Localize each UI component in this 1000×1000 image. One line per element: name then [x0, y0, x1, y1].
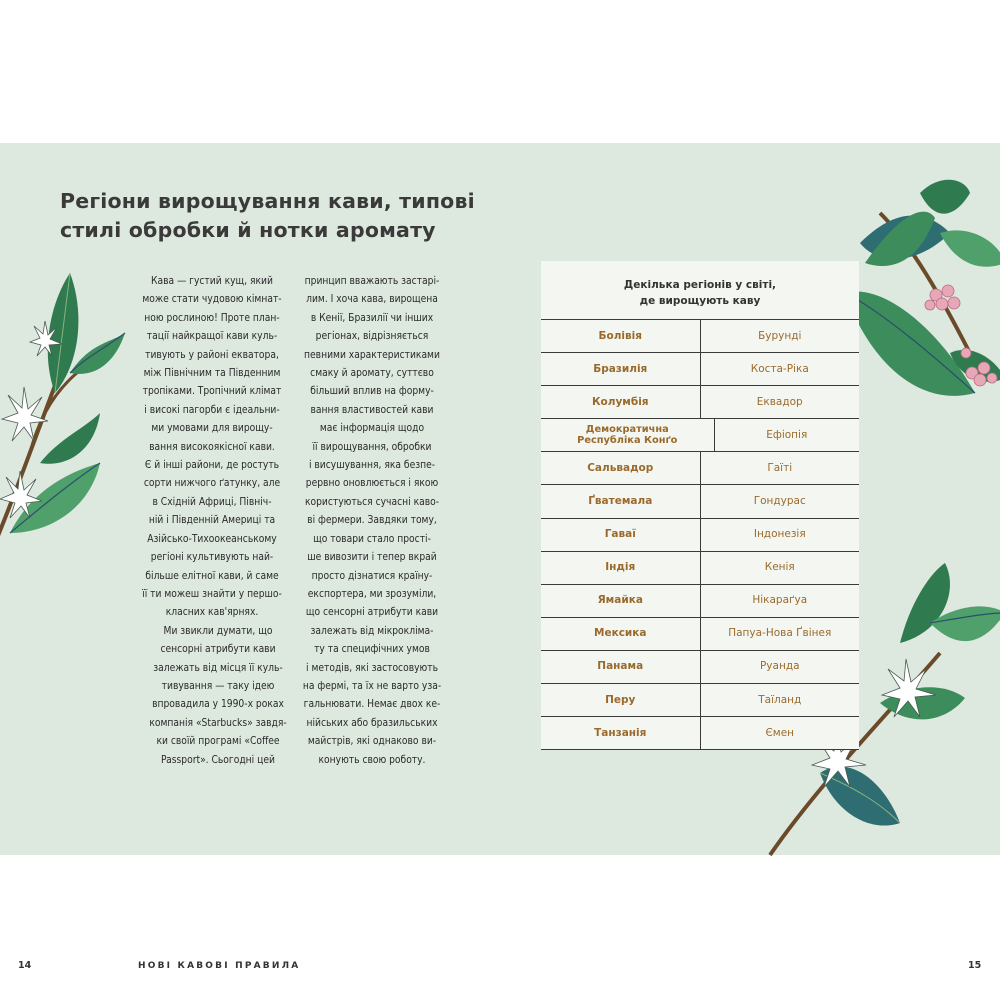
table-cell-right: Нікараґуа [752, 594, 808, 607]
text-line: на фермі, та їх не варто уза- [302, 680, 442, 692]
paragraph-3 [292, 273, 452, 770]
text-line: може стати чудовою кімнат- [142, 294, 282, 306]
table-cell-left: Ямайка [541, 585, 701, 617]
page-title [60, 187, 480, 245]
text-line: вання властивостей кави [310, 404, 434, 416]
table-cell-right: Руанда [759, 660, 800, 673]
table-row [541, 618, 859, 651]
text-line: в Східній Африці, Північ- [152, 496, 272, 508]
text-line: вання високоякісної кави. [149, 441, 275, 453]
table-cell-right: Гондурас [753, 495, 806, 508]
text-line: сенсорні атрибути кави [160, 644, 276, 656]
text-line: майстрів, які однаково ви- [307, 736, 437, 748]
text-line: ній і Південній Америці та [148, 515, 276, 527]
text-line: впровадила у 1990-х роках [152, 699, 284, 711]
text-line: конують свою роботу. [318, 754, 426, 766]
table-cell-right: Гаїті [767, 461, 793, 474]
text-line: лим. І хоча кава, вирощена [306, 294, 438, 306]
text-line: тропіками. Тропічний клімат [142, 386, 282, 398]
text-line: що сенсорні атрибути кави [305, 607, 439, 619]
table-cell-right: Кенія [764, 561, 795, 574]
text-line: компанія «Starbucks» завдя- [149, 717, 287, 729]
text-line: Ми звикли думати, що [163, 625, 273, 637]
text-line: між Північним та Південним [143, 368, 281, 380]
text-line: певними характеристиками [304, 349, 440, 361]
table-cell-left: Ґватемала [541, 485, 701, 517]
text-line: має інформація щодо [319, 423, 425, 435]
text-line: гальнювати. Немає двох ке- [303, 699, 441, 711]
table-row [541, 485, 859, 518]
table-rows [541, 319, 859, 750]
text-line: просто дізнатися країну- [311, 570, 433, 582]
table-cell-left: Бразилія [541, 353, 701, 385]
title-line-2: стилі обробки й нотки аромату [60, 218, 436, 242]
table-cell-left: Гаваї [541, 519, 701, 551]
text-line: класних кав'ярнях. [165, 607, 259, 619]
text-line: ми умовами для вирощу- [151, 423, 273, 435]
book-spread [0, 143, 1000, 971]
text-line: сорти нижчого ґатунку, але [143, 478, 281, 490]
table-cell-right: Таїланд [758, 693, 802, 706]
text-line: Є й інші райони, де ростуть [144, 460, 280, 472]
text-line: більше елітної кави, й саме [145, 570, 279, 582]
running-head: НОВІ КАВОВІ ПРАВИЛА [138, 961, 301, 971]
text-line: принцип вважають застарі- [304, 276, 440, 287]
table-cell-left: Панама [541, 651, 701, 683]
text-line: регіонах, відрізняється [315, 331, 429, 343]
text-line: залежать від мікроклімa- [310, 625, 434, 637]
text-line: тивують у районі екватора, [145, 349, 279, 361]
table-cell-left: Мексика [541, 618, 701, 650]
table-row [541, 684, 859, 717]
text-line: нійських або бразильських [306, 717, 438, 729]
table-row [541, 585, 859, 618]
table-cell-right: Ємен [765, 726, 795, 739]
table-row [541, 717, 859, 750]
text-line: рервно оновлюється і якою [305, 478, 439, 490]
table-title [541, 277, 859, 309]
table-cell-right: Індонезія [753, 528, 806, 541]
coffee-plant-right-top-illustration [840, 173, 1000, 433]
table-cell-right: Коста-Ріка [750, 362, 809, 375]
table-row [541, 552, 859, 585]
table-row [541, 353, 859, 386]
table-row [541, 320, 859, 353]
body-column-2 [292, 273, 452, 770]
paragraph-2 [132, 623, 292, 770]
text-line: що товари стало прості- [313, 533, 431, 545]
table-row [541, 386, 859, 419]
table-cell-left: Демократична Республіка Конґо [541, 419, 715, 451]
table-cell-left: Танзанія [541, 717, 701, 749]
table-cell-left: Сальвадор [541, 452, 701, 484]
text-line: ту та специфічних умов [314, 644, 430, 656]
text-line: ше вивозити і тепер вкрай [307, 552, 437, 564]
text-line: тації найкращої кави куль- [146, 331, 278, 343]
table-cell-left: Перу [541, 684, 701, 716]
table-row [541, 519, 859, 552]
table-cell-right: Бурунді [758, 329, 802, 342]
page-number-right: 15 [968, 960, 982, 971]
table-cell-right: Еквадор [756, 395, 803, 408]
coffee-regions-table [541, 261, 859, 750]
text-line: Кава — густий кущ, який [151, 276, 273, 287]
paragraph-1 [132, 273, 292, 623]
text-line: і високі пагорби є ідеальни- [144, 404, 280, 416]
table-cell-right: Ефіопія [766, 428, 808, 441]
table-row [541, 651, 859, 684]
text-line: її вирощування, обробки [312, 441, 432, 453]
text-line: ною рослиною! Проте план- [144, 312, 280, 324]
table-cell-left: Колумбія [541, 386, 701, 418]
table-row [541, 419, 859, 452]
text-line: більший вплив на форму- [310, 386, 434, 398]
text-line: в Кенії, Бразилії чи інших [310, 312, 434, 324]
text-line: ки своїй програмі «Coffee [156, 736, 280, 748]
text-line: ві фермери. Завдяки тому, [307, 515, 437, 527]
table-cell-left: Болівія [541, 320, 701, 352]
page-number-left: 14 [18, 960, 32, 971]
text-line: смаку й аромату, суттєво [310, 368, 434, 380]
text-line: Азійсько-Тихоокеанському [147, 533, 277, 545]
coffee-plant-left-illustration [0, 263, 110, 563]
table-cell-right: Папуа-Нова Ґвінея [728, 627, 832, 640]
text-line: експортера, ми зрозуміли, [307, 588, 437, 600]
text-line: тивування — таку ідею [161, 680, 275, 692]
title-line-1: Регіони вирощування кави, типові [60, 189, 475, 213]
text-line: і методів, які застосовують [306, 662, 438, 674]
text-line: залежать від місця її куль- [153, 662, 283, 674]
table-cell-left: Індія [541, 552, 701, 584]
text-line: регіоні культивують най- [150, 552, 274, 564]
body-column-1 [132, 273, 292, 770]
text-line: і висушування, яка безпе- [308, 460, 436, 472]
text-line: Passport». Сьогодні цей [161, 754, 275, 766]
text-line: її ти можеш знайти у першо- [142, 588, 282, 600]
table-title-line-2: де вирощують каву [639, 295, 761, 307]
table-title-line-1: Декілька регіонів у світі, [623, 279, 777, 291]
text-line: користуються сучасні каво- [304, 496, 440, 508]
table-row [541, 452, 859, 485]
